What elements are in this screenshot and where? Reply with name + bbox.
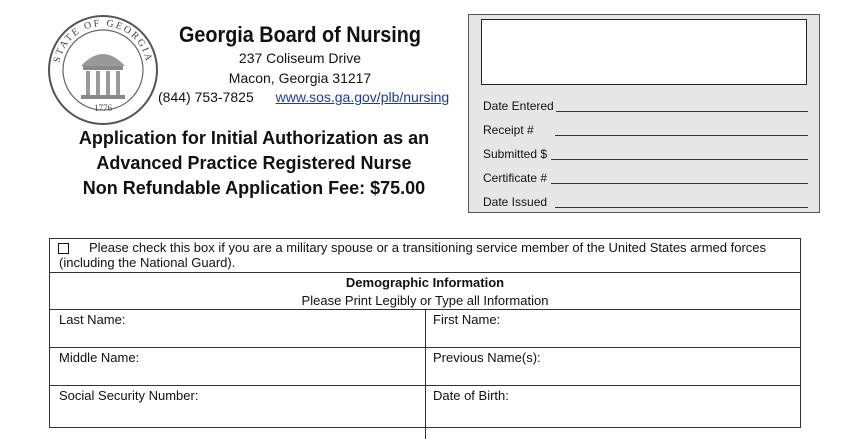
agency-name: Georgia Board of Nursing <box>178 22 422 47</box>
date-issued-label: Date Issued <box>483 195 548 209</box>
application-title-line2: Advanced Practice Registered Nurse <box>96 153 412 173</box>
svg-text:STATE OF GEORGIA: STATE OF GEORGIA <box>51 17 155 64</box>
certificate-rule <box>551 183 808 184</box>
receipt-line <box>483 123 534 137</box>
ssn-row <box>50 385 800 429</box>
svg-text:1776: 1776 <box>94 103 112 113</box>
website-link[interactable]: www.sos.ga.gov/plb/nursing <box>275 89 450 105</box>
submitted-rule <box>551 159 808 160</box>
application-title-line1: Application for Initial Authorization as an <box>78 128 430 148</box>
demographic-heading: Demographic Information <box>345 275 505 290</box>
last-name-field[interactable]: Last Name: <box>59 312 126 327</box>
city-state-zip: Macon, Georgia 31217 <box>228 70 372 86</box>
date-issued-rule <box>555 207 808 208</box>
demographic-subheading: Please Print Legibly or Type all Information <box>301 293 549 308</box>
contact-line <box>158 89 449 105</box>
office-use-box <box>468 14 820 213</box>
application-fee-line: Non Refundable Application Fee: $75.00 <box>82 178 426 198</box>
certificate-label: Certificate # <box>483 171 548 185</box>
georgia-state-seal <box>47 14 159 126</box>
military-text: Please check this box if you are a military spouse or a transitioning service member of the United States armed forces (including the National Guard). <box>59 240 767 270</box>
date-entered-rule <box>556 111 808 112</box>
street-address: 237 Coliseum Drive <box>238 50 362 66</box>
date-entered-line <box>483 99 554 113</box>
application-title <box>60 126 448 201</box>
date-issued-line <box>483 195 547 209</box>
submitted-line <box>483 147 547 161</box>
first-name-field[interactable]: First Name: <box>433 312 501 327</box>
name-row <box>50 309 800 347</box>
date-entered-label: Date Entered <box>483 99 554 113</box>
receipt-label: Receipt # <box>483 123 534 137</box>
certificate-line <box>483 171 547 185</box>
middle-name-field[interactable]: Middle Name: <box>59 350 140 365</box>
previous-names-field[interactable]: Previous Name(s): <box>433 350 541 365</box>
receipt-rule <box>555 135 808 136</box>
ssn-field[interactable]: Social Security Number: <box>59 388 199 403</box>
middle-name-row <box>50 347 800 385</box>
submitted-label: Submitted $ <box>483 147 548 161</box>
phone-number: (844) 753-7825 <box>158 89 254 105</box>
military-row <box>50 239 800 273</box>
office-stamp-area <box>481 19 807 85</box>
demographic-form <box>49 238 801 428</box>
dob-field[interactable]: Date of Birth: <box>433 388 509 403</box>
